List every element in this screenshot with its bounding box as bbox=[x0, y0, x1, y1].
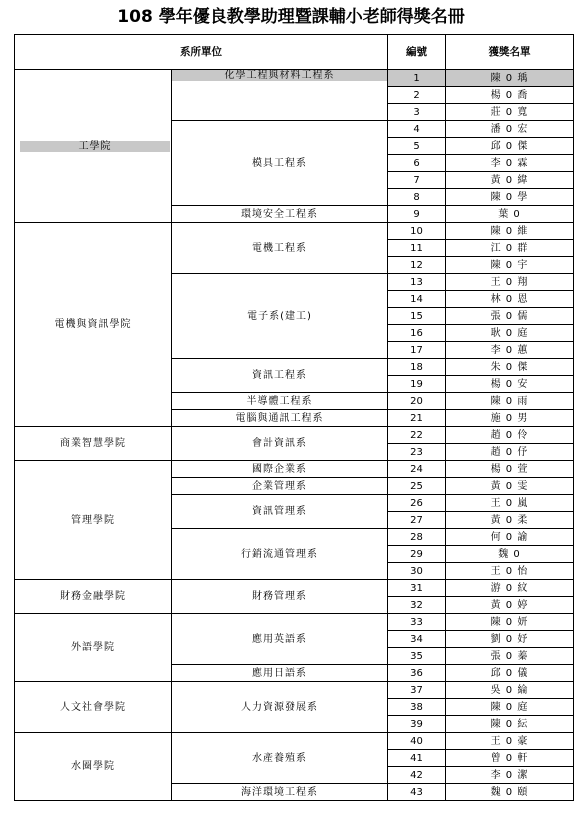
department-cell bbox=[172, 121, 388, 206]
entry-number: 11 bbox=[388, 240, 446, 257]
table-row bbox=[15, 70, 574, 87]
department-name: 電機工程系 bbox=[252, 242, 307, 254]
entry-number: 18 bbox=[388, 359, 446, 376]
college-name: 財務金融學院 bbox=[60, 591, 126, 602]
header-unit: 系所單位 bbox=[15, 35, 388, 70]
department-name: 應用英語系 bbox=[252, 633, 307, 645]
entry-number: 7 bbox=[388, 172, 446, 189]
department-name: 海洋環境工程系 bbox=[241, 786, 318, 798]
college-name: 人文社會學院 bbox=[60, 701, 126, 713]
awardee-name: 林 0 恩 bbox=[446, 291, 574, 308]
entry-number: 24 bbox=[388, 461, 446, 478]
awardee-name: 潘 0 宏 bbox=[446, 121, 574, 138]
awardee-name: 陳 0 妍 bbox=[446, 614, 574, 631]
header-number: 編號 bbox=[388, 35, 446, 70]
department-name: 半導體工程系 bbox=[246, 395, 313, 407]
department-name: 行銷流通管理系 bbox=[241, 548, 318, 560]
awardee-name: 江 0 群 bbox=[446, 240, 574, 257]
department-name: 環境安全工程系 bbox=[241, 208, 318, 220]
awardee-name: 楊 0 安 bbox=[446, 376, 574, 393]
awardee-name: 游 0 紋 bbox=[446, 580, 574, 597]
table-row bbox=[15, 580, 574, 597]
awardee-name: 朱 0 傑 bbox=[446, 359, 574, 376]
department-cell bbox=[172, 274, 388, 359]
department-name: 會計資訊系 bbox=[252, 438, 307, 449]
college-name: 管理學院 bbox=[71, 514, 115, 526]
department-cell bbox=[172, 478, 388, 495]
department-name: 資訊管理系 bbox=[252, 506, 307, 517]
college-cell bbox=[15, 223, 172, 427]
entry-number: 21 bbox=[388, 410, 446, 427]
entry-number: 12 bbox=[388, 257, 446, 274]
department-name: 財務管理系 bbox=[252, 591, 307, 602]
department-cell bbox=[172, 614, 388, 665]
department-cell bbox=[172, 461, 388, 478]
department-cell bbox=[172, 359, 388, 393]
awardee-name: 陳 0 維 bbox=[446, 223, 574, 240]
department-cell bbox=[172, 784, 388, 801]
college-name: 電機與資訊學院 bbox=[54, 319, 132, 330]
table-row bbox=[15, 733, 574, 750]
entry-number: 17 bbox=[388, 342, 446, 359]
department-name: 電腦與通訊工程系 bbox=[235, 412, 324, 424]
department-name: 水產養殖系 bbox=[252, 752, 307, 764]
entry-number: 26 bbox=[388, 495, 446, 512]
awardee-name: 楊 0 萱 bbox=[446, 461, 574, 478]
entry-number: 8 bbox=[388, 189, 446, 206]
college-cell bbox=[15, 682, 172, 733]
award-table-body bbox=[15, 70, 574, 801]
awardee-name: 耿 0 庭 bbox=[446, 325, 574, 342]
department-cell bbox=[172, 580, 388, 614]
department-name: 人力資源發展系 bbox=[241, 701, 318, 713]
awardee-name: 王 0 翔 bbox=[446, 274, 574, 291]
entry-number: 38 bbox=[388, 699, 446, 716]
department-cell bbox=[172, 70, 388, 121]
awardee-name: 魏 0 頤 bbox=[446, 784, 574, 801]
college-name: 商業智慧學院 bbox=[60, 438, 126, 449]
college-name: 外語學院 bbox=[71, 642, 115, 653]
awardee-name: 張 0 蓁 bbox=[446, 648, 574, 665]
entry-number: 31 bbox=[388, 580, 446, 597]
header-award: 獲獎名單 bbox=[446, 35, 574, 70]
awardee-name: 王 0 怡 bbox=[446, 563, 574, 580]
awardee-name: 吳 0 綸 bbox=[446, 682, 574, 699]
table-row bbox=[15, 614, 574, 631]
college-cell bbox=[15, 614, 172, 682]
entry-number: 23 bbox=[388, 444, 446, 461]
awardee-name: 葉 0 bbox=[446, 206, 574, 223]
entry-number: 6 bbox=[388, 155, 446, 172]
department-cell bbox=[172, 495, 388, 529]
entry-number: 3 bbox=[388, 104, 446, 121]
department-cell bbox=[172, 427, 388, 461]
entry-number: 10 bbox=[388, 223, 446, 240]
awardee-name: 邱 0 儀 bbox=[446, 665, 574, 682]
awardee-name: 莊 0 寬 bbox=[446, 104, 574, 121]
awardee-name: 劉 0 妤 bbox=[446, 631, 574, 648]
department-name: 企業管理系 bbox=[252, 480, 307, 492]
department-name: 國際企業系 bbox=[252, 463, 307, 475]
entry-number: 13 bbox=[388, 274, 446, 291]
awardee-name: 楊 0 喬 bbox=[446, 87, 574, 104]
college-cell bbox=[15, 580, 172, 614]
entry-number: 9 bbox=[388, 206, 446, 223]
department-cell bbox=[172, 206, 388, 223]
entry-number: 15 bbox=[388, 308, 446, 325]
entry-number: 22 bbox=[388, 427, 446, 444]
department-cell bbox=[172, 665, 388, 682]
awardee-name: 陳 0 宇 bbox=[446, 257, 574, 274]
awardee-name: 黃 0 緯 bbox=[446, 172, 574, 189]
awardee-name: 施 0 男 bbox=[446, 410, 574, 427]
awardee-name: 張 0 儒 bbox=[446, 308, 574, 325]
awardee-name: 何 0 諭 bbox=[446, 529, 574, 546]
entry-number: 39 bbox=[388, 716, 446, 733]
entry-number: 42 bbox=[388, 767, 446, 784]
table-row bbox=[15, 682, 574, 699]
college-cell bbox=[15, 461, 172, 580]
entry-number: 30 bbox=[388, 563, 446, 580]
entry-number: 35 bbox=[388, 648, 446, 665]
awardee-name: 黃 0 雯 bbox=[446, 478, 574, 495]
entry-number: 40 bbox=[388, 733, 446, 750]
entry-number: 14 bbox=[388, 291, 446, 308]
entry-number: 28 bbox=[388, 529, 446, 546]
awardee-name: 黃 0 婷 bbox=[446, 597, 574, 614]
awardee-name: 趙 0 伃 bbox=[446, 444, 574, 461]
entry-number: 16 bbox=[388, 325, 446, 342]
department-cell bbox=[172, 223, 388, 274]
entry-number: 36 bbox=[388, 665, 446, 682]
entry-number: 33 bbox=[388, 614, 446, 631]
department-name: 資訊工程系 bbox=[252, 370, 307, 381]
college-cell bbox=[15, 733, 172, 801]
department-cell bbox=[172, 529, 388, 580]
awardee-name: 王 0 豪 bbox=[446, 733, 574, 750]
college-name: 工學院 bbox=[20, 141, 170, 152]
entry-number: 43 bbox=[388, 784, 446, 801]
department-name: 電子系(建工) bbox=[247, 310, 312, 322]
awardee-name: 王 0 嵐 bbox=[446, 495, 574, 512]
awardee-name: 魏 0 bbox=[446, 546, 574, 563]
table-row bbox=[15, 427, 574, 444]
entry-number: 34 bbox=[388, 631, 446, 648]
awardee-name: 陳 0 庭 bbox=[446, 699, 574, 716]
page-title: 108 學年優良教學助理暨課輔小老師得獎名冊 bbox=[117, 7, 465, 27]
department-name: 應用日語系 bbox=[252, 667, 307, 679]
department-cell bbox=[172, 682, 388, 733]
college-cell bbox=[15, 70, 172, 223]
entry-number: 32 bbox=[388, 597, 446, 614]
entry-number: 4 bbox=[388, 121, 446, 138]
table-row bbox=[15, 461, 574, 478]
department-name: 模具工程系 bbox=[252, 157, 307, 169]
entry-number: 25 bbox=[388, 478, 446, 495]
entry-number: 37 bbox=[388, 682, 446, 699]
department-name: 化學工程與材料工程系 bbox=[172, 70, 387, 81]
table-row bbox=[15, 223, 574, 240]
entry-number: 27 bbox=[388, 512, 446, 529]
college-cell bbox=[15, 427, 172, 461]
awardee-name: 黃 0 柔 bbox=[446, 512, 574, 529]
awardee-name: 趙 0 伶 bbox=[446, 427, 574, 444]
entry-number: 29 bbox=[388, 546, 446, 563]
award-table bbox=[14, 34, 574, 801]
entry-number: 41 bbox=[388, 750, 446, 767]
entry-number: 20 bbox=[388, 393, 446, 410]
department-cell bbox=[172, 393, 388, 410]
awardee-name: 曾 0 軒 bbox=[446, 750, 574, 767]
awardee-name: 陳 0 雨 bbox=[446, 393, 574, 410]
awardee-name: 陳 0 瑀 bbox=[446, 70, 574, 87]
header-row bbox=[15, 35, 574, 70]
awardee-name: 陳 0 學 bbox=[446, 189, 574, 206]
entry-number: 5 bbox=[388, 138, 446, 155]
entry-number: 2 bbox=[388, 87, 446, 104]
awardee-name: 李 0 蕙 bbox=[446, 342, 574, 359]
awardee-name: 邱 0 傑 bbox=[446, 138, 574, 155]
college-name: 水圈學院 bbox=[71, 761, 115, 772]
department-cell bbox=[172, 410, 388, 427]
awardee-name: 李 0 霖 bbox=[446, 155, 574, 172]
department-cell bbox=[172, 733, 388, 784]
awardee-name: 李 0 潔 bbox=[446, 767, 574, 784]
awardee-name: 陳 0 紜 bbox=[446, 716, 574, 733]
entry-number: 1 bbox=[388, 70, 446, 87]
entry-number: 19 bbox=[388, 376, 446, 393]
